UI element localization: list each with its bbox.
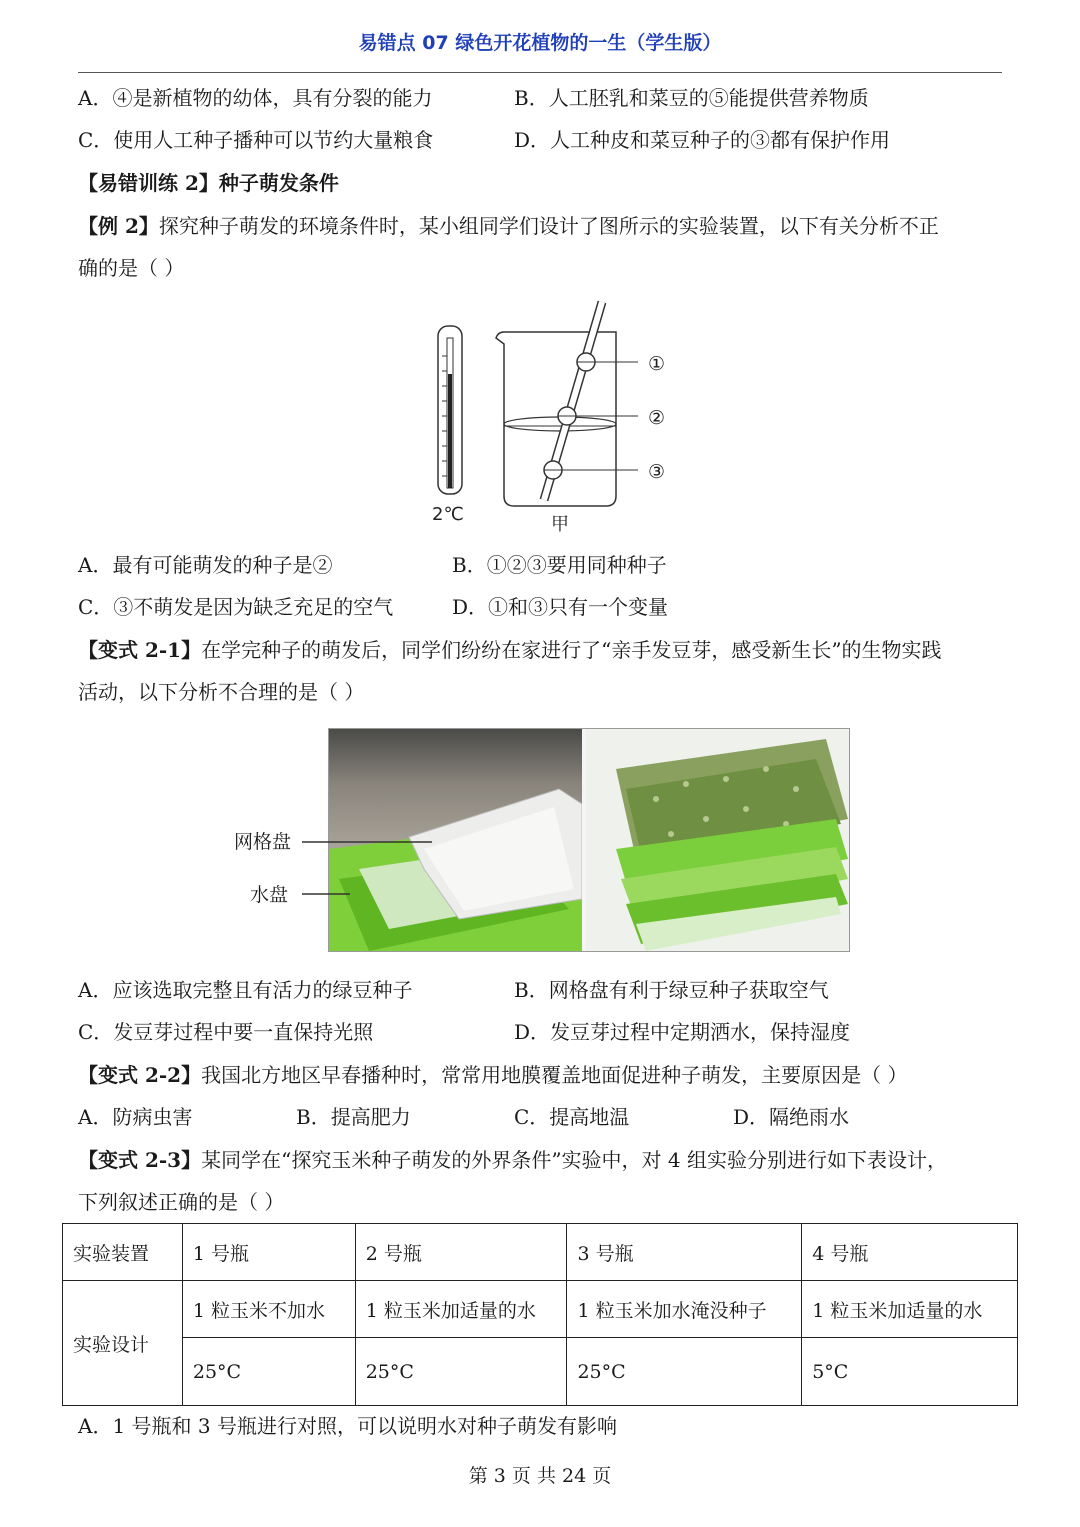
example2-line1 xyxy=(78,212,939,240)
section-heading: 【易错训练 2】种子萌发条件 xyxy=(78,171,339,195)
v22-option-a: A．防病虫害 xyxy=(78,1105,193,1129)
example2-option-b: B．①②③要用同种种子 xyxy=(452,553,667,577)
v21-option-b: B．网格盘有利于绿豆种子获取空气 xyxy=(514,978,829,1002)
v22-line1 xyxy=(78,1061,907,1089)
thermometer-temp-label: 2℃ xyxy=(432,504,464,525)
v22-text1: 我国北方地区早春播种时，常常用地膜覆盖地面促进种子萌发，主要原因是（ ） xyxy=(201,1063,908,1087)
example2-line2: 确的是（ ） xyxy=(78,256,185,280)
seed-marker-2: ② xyxy=(648,407,666,429)
v21-line2: 活动，以下分析不合理的是（ ） xyxy=(78,680,365,704)
page-header-title: 易错点 07 绿色开花植物的一生（学生版） xyxy=(358,32,722,54)
table-cell: 1 粒玉米加适量的水 xyxy=(355,1281,567,1338)
header-divider xyxy=(78,72,1002,73)
table-cell: 1 粒玉米加适量的水 xyxy=(802,1281,1018,1338)
v23-tag: 【变式 2-3】 xyxy=(78,1148,202,1172)
v21-tag: 【变式 2-1】 xyxy=(78,638,202,662)
page-footer: 第 3 页 共 24 页 xyxy=(468,1465,612,1487)
table-row xyxy=(63,1281,1018,1338)
table-cell: 25°C xyxy=(355,1338,567,1406)
table-cell-design-label: 实验设计 xyxy=(63,1281,183,1406)
table-row xyxy=(63,1338,1018,1406)
table-cell: 2 号瓶 xyxy=(355,1224,567,1281)
example2-text1: 探究种子萌发的环境条件时，某小组同学们设计了图所示的实验装置，以下有关分析不正 xyxy=(158,214,939,238)
thermometer-icon xyxy=(438,326,462,494)
seed-marker-1: ① xyxy=(648,353,666,375)
grid-tray-label: 网格盘 xyxy=(234,831,292,853)
prev-option-c: C．使用人工种子播种可以节约大量粮食 xyxy=(78,128,434,152)
photo-divider xyxy=(582,729,586,951)
table-row xyxy=(63,1224,1018,1281)
table-cell: 4 号瓶 xyxy=(802,1224,1018,1281)
prev-option-b: B．人工胚乳和菜豆的⑤能提供营养物质 xyxy=(514,86,869,110)
photo-label-pointers xyxy=(298,830,438,910)
v22-option-d: D．隔绝雨水 xyxy=(733,1105,850,1129)
example2-option-c: C．③不萌发是因为缺乏充足的空气 xyxy=(78,595,394,619)
table-cell: 1 粒玉米不加水 xyxy=(182,1281,355,1338)
beaker-icon xyxy=(496,302,638,506)
v23-line1 xyxy=(78,1146,947,1174)
table-cell: 25°C xyxy=(182,1338,355,1406)
example2-option-d: D．①和③只有一个变量 xyxy=(452,595,669,619)
table-cell: 1 号瓶 xyxy=(182,1224,355,1281)
prev-option-d: D．人工种皮和菜豆种子的③都有保护作用 xyxy=(514,128,891,152)
v21-option-a: A．应该选取完整且有活力的绿豆种子 xyxy=(78,978,413,1002)
tray-photo-right xyxy=(586,729,849,951)
v23-option-a: A．1 号瓶和 3 号瓶进行对照，可以说明水对种子萌发有影响 xyxy=(78,1414,617,1438)
example2-option-a: A．最有可能萌发的种子是② xyxy=(78,553,333,577)
v22-option-b: B．提高肥力 xyxy=(296,1105,411,1129)
v21-text1: 在学完种子的萌发后，同学们纷纷在家进行了“亲手发豆芽，感受新生长”的生物实践 xyxy=(201,638,942,662)
prev-option-a: A．④是新植物的幼体，具有分裂的能力 xyxy=(78,86,433,110)
v21-line1 xyxy=(78,636,942,664)
table-cell: 3 号瓶 xyxy=(567,1224,802,1281)
v21-option-d: D．发豆芽过程中定期洒水，保持湿度 xyxy=(514,1020,851,1044)
table-cell: 实验装置 xyxy=(63,1224,183,1281)
beaker-experiment-figure xyxy=(420,296,680,536)
v22-option-c: C．提高地温 xyxy=(514,1105,630,1129)
v22-tag: 【变式 2-2】 xyxy=(78,1063,202,1087)
example2-tag: 【例 2】 xyxy=(78,214,159,238)
v23-text1: 某同学在“探究玉米种子萌发的外界条件”实验中，对 4 组实验分别进行如下表设计， xyxy=(201,1148,947,1172)
table-cell: 5°C xyxy=(802,1338,1018,1406)
table-cell: 25°C xyxy=(567,1338,802,1406)
v21-option-c: C．发豆芽过程中要一直保持光照 xyxy=(78,1020,374,1044)
beaker-label: 甲 xyxy=(551,514,569,535)
v23-line2: 下列叙述正确的是（ ） xyxy=(78,1190,285,1214)
experiment-table xyxy=(62,1223,1018,1406)
water-tray-label: 水盘 xyxy=(250,884,289,906)
seed-marker-3: ③ xyxy=(648,461,666,483)
table-cell: 1 粒玉米加水淹没种子 xyxy=(567,1281,802,1338)
